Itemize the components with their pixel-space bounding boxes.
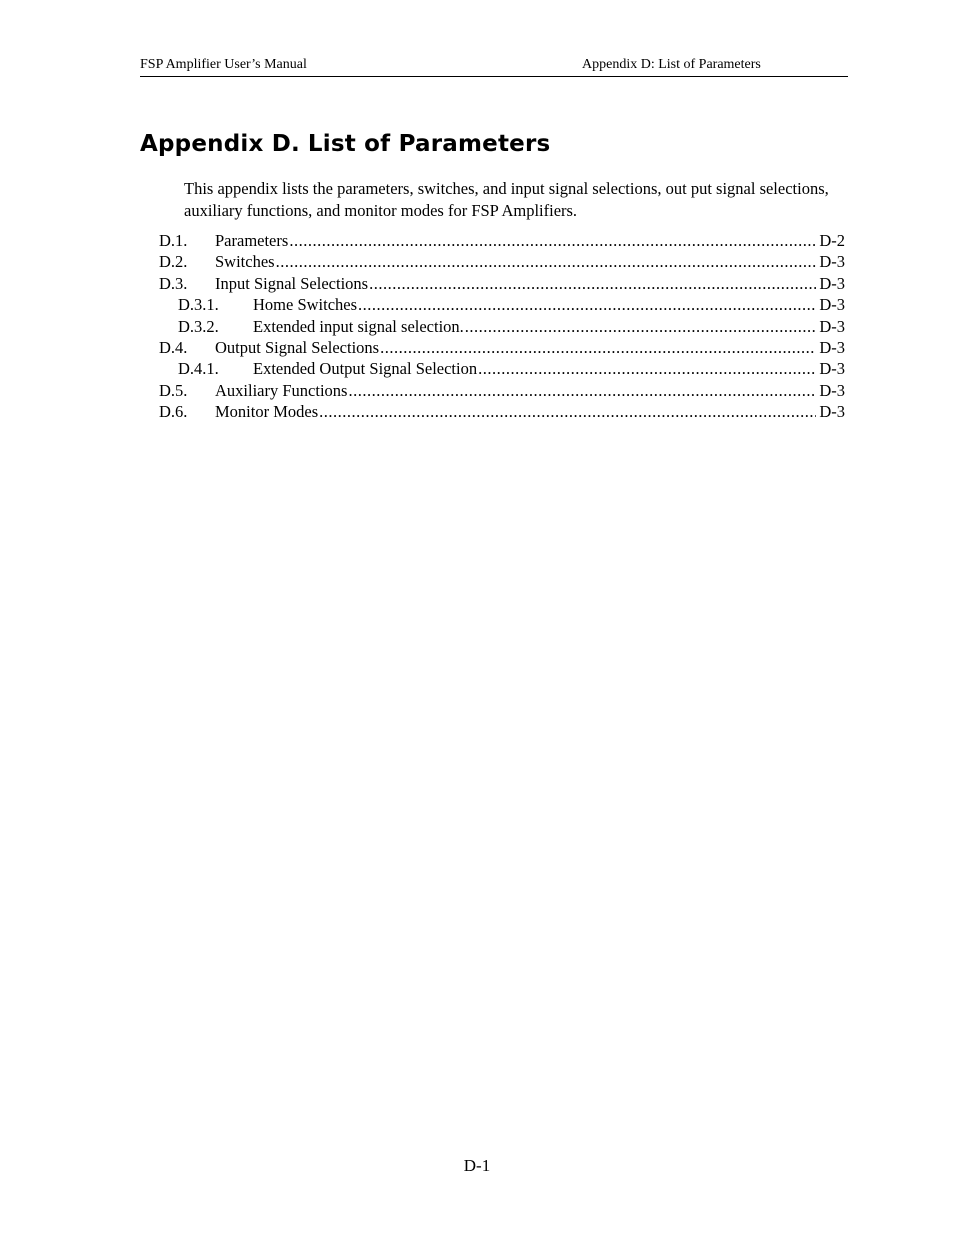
- appendix-label: Appendix D.: [140, 131, 300, 157]
- toc-entry-line: [253, 316, 845, 337]
- toc-entry-number: D.5.: [159, 380, 188, 400]
- toc-dot-leader: [358, 294, 816, 315]
- toc-entry-d4-1[interactable]: [159, 358, 845, 379]
- toc-entry-d3[interactable]: [159, 273, 845, 294]
- toc-entry-number: D.3.2.: [178, 316, 219, 336]
- table-of-contents: [159, 230, 845, 423]
- page-title: [140, 131, 550, 157]
- toc-entry-page: D-3: [819, 402, 845, 422]
- toc-entry-line: [215, 401, 845, 422]
- toc-entry-line: [215, 230, 845, 251]
- toc-entry-number: D.3.: [159, 273, 188, 293]
- toc-entry-number: D.2.: [159, 252, 188, 272]
- toc-entry-line: [253, 294, 845, 315]
- toc-entry-d1[interactable]: [159, 230, 845, 251]
- toc-entry-d4[interactable]: [159, 337, 845, 358]
- header-manual-title: FSP Amplifier User’s Manual: [140, 57, 307, 72]
- toc-entry-page: D-3: [819, 337, 845, 357]
- toc-entry-d2[interactable]: [159, 251, 845, 272]
- toc-entry-title: Auxiliary Functions: [215, 380, 348, 400]
- toc-entry-title: Input Signal Selections: [215, 273, 369, 293]
- toc-entry-line: [215, 251, 845, 272]
- toc-dot-leader: [319, 401, 816, 422]
- toc-dot-leader: [380, 337, 816, 358]
- toc-entry-title: Extended Output Signal Selection: [253, 359, 478, 379]
- toc-entry-title: Switches: [215, 252, 275, 272]
- toc-entry-title: Home Switches: [253, 295, 358, 315]
- page-header: [140, 56, 848, 77]
- toc-entry-page: D-3: [819, 380, 845, 400]
- toc-entry-d3-1[interactable]: [159, 294, 845, 315]
- toc-entry-line: [215, 380, 845, 401]
- toc-entry-page: D-3: [819, 252, 845, 272]
- toc-dot-leader: [369, 273, 816, 294]
- page-number: D-1: [463, 1156, 491, 1175]
- intro-paragraph: This appendix lists the parameters, switches, and input signal selections, out put signal selections, auxiliary functions, and monitor modes for FSP Amplifiers.: [184, 179, 829, 220]
- toc-entry-line: [215, 337, 845, 358]
- toc-entry-number: D.3.1.: [178, 295, 219, 315]
- toc-dot-leader: [348, 380, 816, 401]
- toc-entry-d3-2[interactable]: [159, 316, 845, 337]
- toc-entry-line: [215, 273, 845, 294]
- toc-entry-title: Parameters: [215, 231, 289, 250]
- toc-entry-line: [253, 358, 845, 379]
- toc-entry-page: D-2: [819, 231, 845, 250]
- toc-dot-leader: [276, 251, 817, 272]
- toc-entry-number: D.1.: [159, 231, 188, 250]
- toc-entry-title: Extended input signal selection.: [253, 316, 464, 336]
- toc-entry-page: D-3: [819, 295, 845, 315]
- toc-entry-page: D-3: [819, 316, 845, 336]
- header-section-title: Appendix D: List of Parameters: [582, 57, 761, 72]
- toc-dot-leader: [289, 230, 816, 251]
- toc-entry-d6[interactable]: [159, 401, 845, 422]
- toc-entry-d5[interactable]: [159, 380, 845, 401]
- toc-dot-leader: [465, 316, 817, 337]
- toc-entry-page: D-3: [819, 273, 845, 293]
- appendix-title: List of Parameters: [307, 131, 551, 157]
- toc-entry-title: Output Signal Selections: [215, 337, 380, 357]
- toc-entry-title: Monitor Modes: [215, 402, 319, 422]
- toc-entry-number: D.4.1.: [178, 359, 219, 379]
- toc-entry-number: D.4.: [159, 337, 188, 357]
- toc-dot-leader: [478, 358, 816, 379]
- toc-entry-number: D.6.: [159, 402, 188, 422]
- toc-entry-page: D-3: [819, 359, 845, 379]
